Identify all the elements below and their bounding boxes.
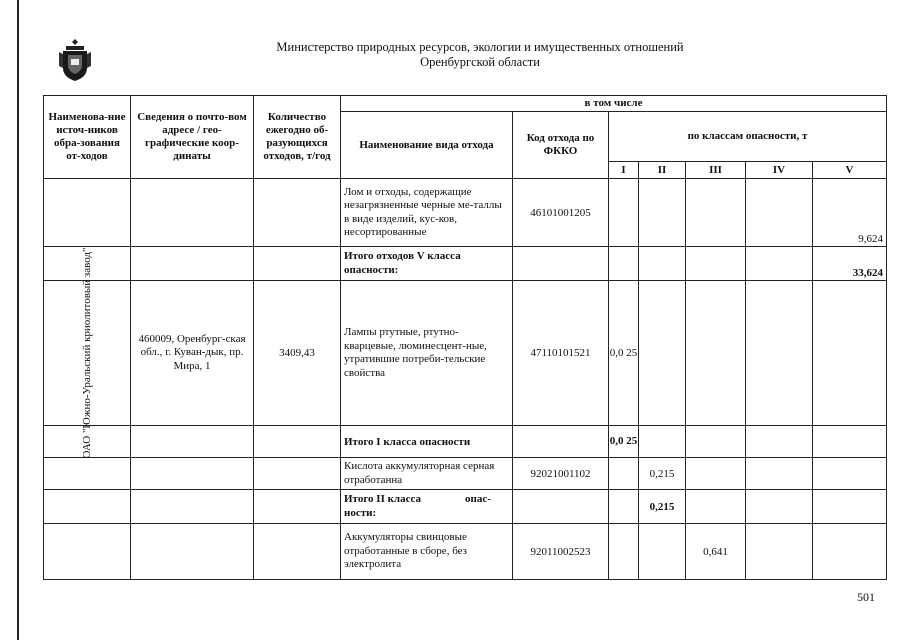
organization-address: 460009, Оренбург-ская обл., г. Куван-дык, пр. Мира, 1	[131, 281, 254, 426]
table-row	[44, 281, 887, 426]
source-organization-cell	[44, 247, 131, 459]
table-row	[44, 426, 887, 458]
waste-name: Кислота аккумуляторная серная отработанна	[341, 458, 513, 490]
col-header-quantity: Количество ежегодно об-разующихся отходов, т/год	[254, 96, 341, 179]
annual-quantity: 3409,43	[254, 281, 341, 426]
class-v-value: 9,624	[813, 179, 887, 247]
ministry-name: Министерство природных ресурсов, экологии и имущественных отношений	[276, 40, 684, 54]
class-iii-value: 0,641	[686, 524, 746, 580]
col-header-address: Сведения о почто-вом адресе / гео-графические коор-динаты	[131, 96, 254, 179]
col-header-code: Код отхода по ФККО	[513, 112, 609, 179]
subtotal-label-part3: ности:	[344, 506, 377, 519]
class-ii-value: 0,215	[639, 458, 686, 490]
col-header-by-class: по классам опасности, т	[609, 112, 887, 162]
subtotal-label	[341, 490, 513, 524]
table-row	[44, 247, 887, 281]
waste-code: 47110101521	[513, 281, 609, 426]
document-header	[230, 40, 730, 70]
page-edge-line	[17, 0, 19, 640]
class-v-total: 33,624	[813, 247, 887, 281]
col-header-class-iv: IV	[746, 162, 813, 179]
table-row	[44, 179, 887, 247]
waste-code: 92011002523	[513, 524, 609, 580]
subtotal-label: Итого отходов V класса опасности:	[341, 247, 513, 281]
coat-of-arms-icon	[58, 38, 92, 82]
col-header-class-v: V	[813, 162, 887, 179]
waste-name: Лом и отходы, содержащие незагрязненные черные ме-таллы в виде изделий, кус-ков, несортированные	[341, 179, 513, 247]
col-header-class-i: I	[609, 162, 639, 179]
class-ii-total: 0,215	[639, 490, 686, 524]
subtotal-label: Итого I класса опасности	[341, 426, 513, 458]
page-number: 501	[857, 590, 875, 604]
class-i-total: 0,0 25	[609, 426, 639, 458]
col-header-including: в том числе	[341, 96, 887, 112]
waste-name: Аккумуляторы свинцовые отработанные в сборе, без электролита	[341, 524, 513, 580]
subtotal-label-part2: опас-	[465, 493, 491, 505]
table-row	[44, 490, 887, 524]
source-organization: ОАО "Южно-Уральский криолитовый завод"	[81, 247, 93, 459]
waste-name: Лампы ртутные, ртутно-кварцевые, люминесцент-ные, утратившие потреби-тельские свойства	[341, 281, 513, 426]
region-name: Оренбургской области	[420, 55, 540, 69]
subtotal-label-part1: Итого II класса	[344, 493, 422, 505]
col-header-class-iii: III	[686, 162, 746, 179]
waste-table	[43, 95, 887, 580]
col-header-source: Наименова-ние источ-ников обра-зования от-ходов	[44, 96, 131, 179]
table-row	[44, 458, 887, 490]
col-header-waste-name: Наименование вида отхода	[341, 112, 513, 179]
table-row	[44, 524, 887, 580]
waste-code: 46101001205	[513, 179, 609, 247]
waste-code: 92021001102	[513, 458, 609, 490]
col-header-class-ii: II	[639, 162, 686, 179]
class-i-value: 0,0 25	[609, 281, 639, 426]
